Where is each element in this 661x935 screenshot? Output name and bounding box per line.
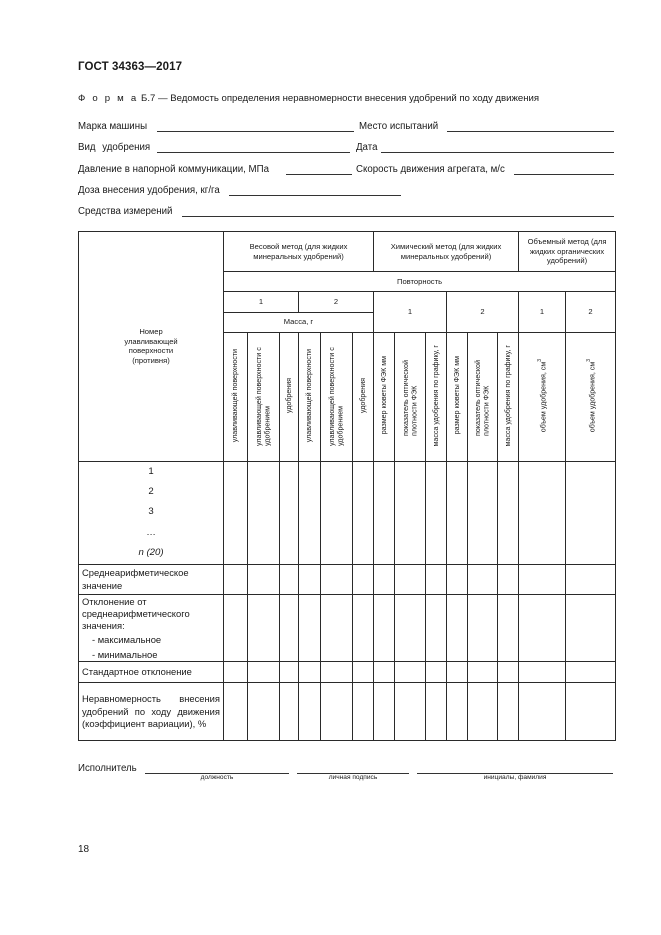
chemical-method-label: Химический метод (для жидких минеральных удобрений) xyxy=(390,242,502,261)
table-cell[interactable] xyxy=(224,683,248,741)
field-line-instruments[interactable] xyxy=(182,216,614,217)
col-w1-label: улавливающей поверхности xyxy=(231,348,240,443)
table-cell[interactable] xyxy=(299,565,321,595)
col-c2-header xyxy=(395,332,426,461)
page-number: 18 xyxy=(78,844,90,855)
chemical-rep-1: 1 xyxy=(374,292,447,332)
table-cell[interactable] xyxy=(395,662,426,683)
row-label-mean: Среднеарифметическое значение xyxy=(79,565,224,595)
col-c2-label: показатель оптической плотности ФЭК xyxy=(401,359,418,436)
table-cell[interactable] xyxy=(248,683,280,741)
table-cell[interactable] xyxy=(498,662,519,683)
row-header-label: Номер улавливающей поверхности (противня) xyxy=(124,327,178,365)
table-cell[interactable] xyxy=(468,565,498,595)
row-number-ellipsis: … xyxy=(146,526,156,538)
table-cell[interactable] xyxy=(519,565,566,595)
table-cell[interactable] xyxy=(299,683,321,741)
table-cell[interactable] xyxy=(426,683,447,741)
volume-rep-1: 1 xyxy=(519,292,566,332)
col-c1-label: размер кюветы ФЭК мм xyxy=(379,356,388,435)
table-cell[interactable] xyxy=(374,662,395,683)
table-cell[interactable] xyxy=(395,461,426,564)
form-caption-text: — Ведомость определения неравномерности внесения удобрений по ходу движения xyxy=(158,93,540,104)
table-cell[interactable] xyxy=(280,461,299,564)
table-cell[interactable] xyxy=(248,595,280,662)
col-w5-header xyxy=(321,332,353,461)
col-v1-label: объем удобрения, $см^3$ xyxy=(537,358,548,433)
table-cell[interactable] xyxy=(498,565,519,595)
table-cell[interactable] xyxy=(353,662,374,683)
table-cell[interactable] xyxy=(498,461,519,564)
table-cell[interactable] xyxy=(566,461,616,564)
col-w2-label: улавливающей поверхности с удобрением xyxy=(255,346,272,446)
table-cell[interactable] xyxy=(321,565,353,595)
field-line-machine-brand[interactable] xyxy=(157,131,354,132)
row-label-deviation xyxy=(79,595,224,662)
table-cell[interactable] xyxy=(468,683,498,741)
table-cell[interactable] xyxy=(519,683,566,741)
table-cell[interactable] xyxy=(468,595,498,662)
table-cell[interactable] xyxy=(374,683,395,741)
col-c4-header xyxy=(447,332,468,461)
table-cell[interactable] xyxy=(447,565,468,595)
table-cell[interactable] xyxy=(248,565,280,595)
table-cell[interactable] xyxy=(498,683,519,741)
row-number-2: 2 xyxy=(148,486,154,498)
col-w6-header xyxy=(353,332,374,461)
row-numbers-cell xyxy=(79,461,224,564)
table-cell[interactable] xyxy=(447,595,468,662)
table-cell[interactable] xyxy=(426,595,447,662)
table-cell[interactable] xyxy=(321,683,353,741)
table-cell[interactable] xyxy=(519,595,566,662)
col-w6-label: удобрения xyxy=(358,378,367,414)
field-label-speed: Скорость движения агрегата, м/с xyxy=(356,164,505,175)
table-cell[interactable] xyxy=(447,683,468,741)
form-caption xyxy=(78,93,539,104)
col-c4-label: размер кюветы ФЭК мм xyxy=(452,356,461,435)
table-cell[interactable] xyxy=(395,565,426,595)
table-cell[interactable] xyxy=(353,461,374,564)
deviation-max-label: - максимальное xyxy=(92,634,162,646)
weight-method-header xyxy=(224,232,374,272)
field-line-date[interactable] xyxy=(381,152,614,153)
col-c1-header xyxy=(374,332,395,461)
table-cell[interactable] xyxy=(566,565,616,595)
table-cell[interactable] xyxy=(280,595,299,662)
row-label-std: Стандартное отклонение xyxy=(79,662,224,683)
table-cell[interactable] xyxy=(224,662,248,683)
field-label-date: Дата xyxy=(356,142,378,153)
volume-method-header xyxy=(519,232,616,272)
col-c5-label: показатель оптической плотности ФЭК xyxy=(474,359,491,436)
col-w2-header xyxy=(248,332,280,461)
table-cell[interactable] xyxy=(566,595,616,662)
table-cell[interactable] xyxy=(498,595,519,662)
table-cell[interactable] xyxy=(299,461,321,564)
deviation-label: Отклонение от среднеарифметического значения: xyxy=(82,595,190,632)
table-cell[interactable] xyxy=(321,595,353,662)
col-c3-header xyxy=(426,332,447,461)
field-label-test-site: Место испытаний xyxy=(359,121,439,132)
volume-method-label: Объемный метод (для жидких органических удобрений) xyxy=(527,237,607,266)
field-label-dose: Доза внесения удобрения, кг/га xyxy=(78,185,220,196)
weight-method-label: Весовой метод (для жидких минеральных удобрений) xyxy=(249,242,348,261)
table-cell[interactable] xyxy=(321,461,353,564)
col-c5-header xyxy=(468,332,498,461)
col-c6-header xyxy=(498,332,519,461)
form-caption-prefix: Ф о р м а xyxy=(78,93,139,104)
form-caption-number: Б.7 xyxy=(141,93,156,104)
signature-caption-position: должность xyxy=(200,774,234,781)
table-cell[interactable] xyxy=(321,662,353,683)
row-number-n: n (20) xyxy=(138,546,164,558)
col-v2-label: объем удобрения, $см^3$ xyxy=(585,358,596,433)
table-cell[interactable] xyxy=(395,595,426,662)
table-cell[interactable] xyxy=(468,662,498,683)
weight-rep-1: 1 xyxy=(224,292,299,312)
col-v1-header xyxy=(519,332,566,461)
table-cell[interactable] xyxy=(395,683,426,741)
col-w5-label: улавливающей поверхности с удобрением xyxy=(328,346,345,446)
row-number-1: 1 xyxy=(148,465,154,477)
data-table xyxy=(78,231,616,741)
field-label-fertilizer-type: Вид удобрения xyxy=(78,142,151,153)
deviation-min-label: - минимальное xyxy=(92,648,158,660)
table-cell[interactable] xyxy=(280,683,299,741)
chemical-method-header xyxy=(374,232,519,272)
row-header-cell xyxy=(79,232,224,462)
table-cell[interactable] xyxy=(566,662,616,683)
table-cell[interactable] xyxy=(248,461,280,564)
table-cell[interactable] xyxy=(353,595,374,662)
signature-caption-name: инициалы, фамилия xyxy=(483,774,547,781)
field-line-fertilizer-type[interactable] xyxy=(157,152,350,153)
col-w4-label: улавливающей поверхности xyxy=(305,348,314,443)
volume-rep-2: 2 xyxy=(566,292,616,332)
field-line-speed[interactable] xyxy=(514,174,614,175)
document-standard-title: ГОСТ 34363—2017 xyxy=(78,61,183,73)
field-line-test-site[interactable] xyxy=(447,131,614,132)
signature-label: Исполнитель xyxy=(78,763,137,774)
col-c6-label: масса удобрения по графику, г xyxy=(503,344,512,447)
table-cell[interactable] xyxy=(374,565,395,595)
field-line-dose[interactable] xyxy=(229,195,401,196)
col-w3-header xyxy=(280,332,299,461)
table-cell[interactable] xyxy=(374,461,395,564)
table-cell[interactable] xyxy=(426,461,447,564)
table-cell[interactable] xyxy=(447,662,468,683)
table-cell[interactable] xyxy=(248,662,280,683)
table-cell[interactable] xyxy=(566,683,616,741)
table-cell[interactable] xyxy=(299,662,321,683)
chemical-rep-2: 2 xyxy=(447,292,519,332)
col-v2-header xyxy=(566,332,616,461)
field-line-pressure[interactable] xyxy=(286,174,352,175)
field-label-machine-brand: Марка машины xyxy=(78,121,148,132)
table-cell[interactable] xyxy=(280,565,299,595)
table-cell[interactable] xyxy=(374,595,395,662)
table-cell[interactable] xyxy=(468,461,498,564)
table-cell[interactable] xyxy=(447,461,468,564)
table-cell[interactable] xyxy=(519,662,566,683)
row-number-3: 3 xyxy=(148,506,154,518)
table-cell[interactable] xyxy=(426,565,447,595)
table-cell[interactable] xyxy=(353,683,374,741)
field-label-instruments: Средства измерений xyxy=(78,206,173,217)
table-cell[interactable] xyxy=(426,662,447,683)
col-c3-label: масса удобрения по графику, г xyxy=(431,344,440,447)
col-w1-header xyxy=(224,332,248,461)
col-w4-header xyxy=(299,332,321,461)
table-cell[interactable] xyxy=(224,565,248,595)
mass-header: Масса, г xyxy=(224,312,374,332)
table-cell[interactable] xyxy=(224,595,248,662)
table-cell[interactable] xyxy=(224,461,248,564)
table-cell[interactable] xyxy=(519,461,566,564)
repetition-header: Повторность xyxy=(224,272,616,292)
row-label-unevenness: Неравномерность внесения удобрений по ходу движения (коэффициент вариации), % xyxy=(79,683,224,741)
table-cell[interactable] xyxy=(353,565,374,595)
weight-rep-2: 2 xyxy=(299,292,374,312)
table-cell[interactable] xyxy=(280,662,299,683)
signature-caption-signature: личная подпись xyxy=(328,774,378,781)
field-label-pressure: Давление в напорной коммуникации, МПа xyxy=(78,164,269,175)
table-cell[interactable] xyxy=(299,595,321,662)
col-w3-label: удобрения xyxy=(284,378,293,414)
